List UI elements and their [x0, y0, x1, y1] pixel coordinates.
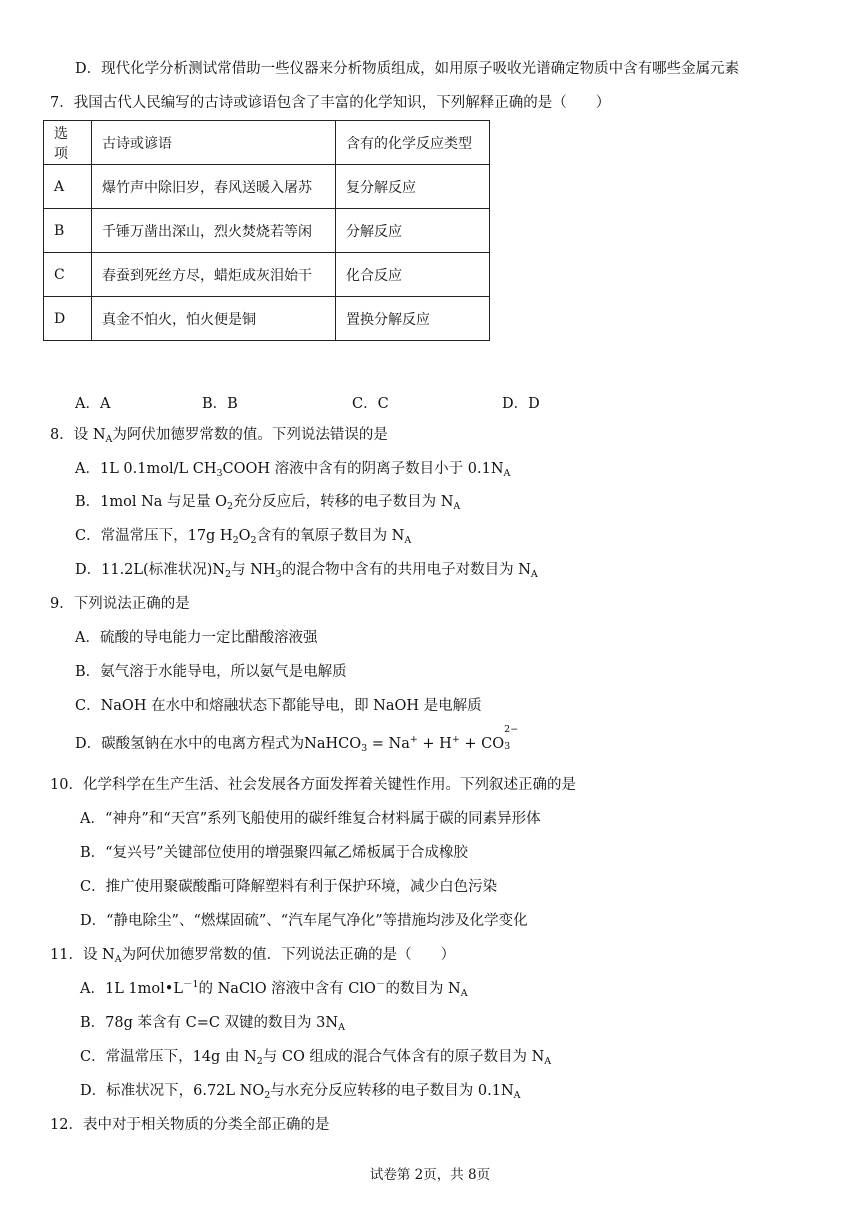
q7-choice-b: B．B: [202, 396, 238, 412]
equation-text: = Na: [367, 736, 410, 752]
superscript: －1: [182, 979, 199, 990]
option-text: 的 NaClO 溶液中含有 ClO: [198, 981, 376, 997]
q8-stem-text: 为阿伏加德罗常数的值。下列说法错误的是: [112, 427, 388, 443]
q6-option-d: [75, 59, 739, 79]
subscript: 3: [504, 741, 511, 752]
subscript: A: [338, 1022, 345, 1033]
option-text: A．1L 1mol•L: [80, 981, 183, 997]
option-text: 的混合物中含有的共用电子对数目为 N: [281, 562, 531, 578]
table-cell: 春蚕到死丝方尽，蜡炬成灰泪始干: [92, 253, 336, 297]
q6-option-d-text: D．现代化学分析测试常借助一些仪器来分析物质组成，如用原子吸收光谱确定物质中含有哪些金属元素: [75, 61, 740, 77]
table-cell: 置换分解反应: [336, 297, 490, 341]
q11-option-d: [80, 1081, 521, 1101]
q8-option-a: [75, 459, 510, 479]
q7-choices: [75, 392, 635, 412]
option-text: O: [238, 528, 251, 544]
subscript: 2: [227, 501, 234, 512]
option-text: B．78g 苯含有 C=C 双键的数目为 3N: [80, 1015, 339, 1031]
q9-option-b: B．氨气溶于水能导电，所以氨气是电解质: [75, 664, 347, 680]
q8-option-d: [75, 560, 538, 580]
q7-choice-d: D．D: [502, 396, 540, 412]
option-text: 的数目为 N: [385, 981, 461, 997]
option-text: 与水充分反应转移的电子数目为 0.1N: [270, 1083, 514, 1099]
option-text: D．碳酸氢钠在水中的电离方程式为: [75, 736, 305, 752]
q7-choice-a: A．A: [75, 396, 111, 412]
q10-option-b: B．“复兴号”关键部位使用的增强聚四氟乙烯板属于合成橡胶: [80, 845, 468, 861]
subscript: A: [114, 954, 122, 965]
q10-stem: 10．化学科学在生产生活、社会发展各方面发挥着关键性作用。下列叙述正确的是: [50, 777, 576, 793]
option-text: COOH 溶液中含有的阴离子数目小于 0.1N: [222, 461, 504, 477]
superscript: +: [409, 734, 418, 745]
page-footer: 试卷第 2页，共 8页: [369, 1167, 491, 1183]
subscript: 2: [256, 1056, 263, 1067]
subscript: 2: [264, 1090, 271, 1101]
equation-text: NaHCO: [304, 736, 362, 752]
table-header-row: [44, 121, 490, 165]
q7-table: [43, 120, 490, 341]
equation-text: + H: [417, 736, 452, 752]
q8-option-b: [75, 492, 460, 512]
table-cell: 分解反应: [336, 209, 490, 253]
subscript: A: [513, 1090, 521, 1101]
option-text: A．1L 0.1mol/L CH: [75, 461, 217, 477]
table-cell: D: [44, 297, 92, 341]
table-cell: 爆竹声中除旧岁，春风送暖入屠苏: [92, 165, 336, 209]
q7-choice-c: C．C: [352, 396, 389, 412]
q11-stem: [50, 945, 455, 965]
superscript: －: [375, 979, 386, 990]
ion-charge-stack: [504, 724, 519, 752]
table-row: [44, 253, 490, 297]
table-cell: A: [44, 165, 92, 209]
subscript: A: [544, 1056, 552, 1067]
subscript: A: [453, 501, 461, 512]
q11-stem-text: 11．设 N: [50, 947, 115, 963]
table-cell: 真金不怕火，怕火便是铜: [92, 297, 336, 341]
table-row: [44, 209, 490, 253]
option-text: 含有的氧原子数目为 N: [256, 528, 405, 544]
table-cell: 化合反应: [336, 253, 490, 297]
subscript: 2: [232, 535, 239, 546]
q8-stem-text: 8．设 N: [50, 427, 106, 443]
table-header-cell: 含有的化学反应类型: [336, 121, 490, 165]
ionization-equation: [304, 724, 519, 754]
q7-stem: 7．我国古代人民编写的古诗或谚语包含了丰富的化学知识，下列解释正确的是（ ）: [50, 95, 611, 111]
superscript: 2−: [504, 724, 519, 735]
q9-option-d: [75, 724, 519, 754]
subscript: 3: [216, 468, 223, 479]
subscript: 3: [361, 743, 368, 754]
q11-option-a: [80, 979, 468, 999]
q9-stem: 9．下列说法正确的是: [50, 596, 190, 612]
superscript: +: [451, 734, 460, 745]
option-text: D．标准状况下，6.72L NO: [80, 1083, 265, 1099]
table-header-cell: 古诗或谚语: [92, 121, 336, 165]
table-cell: C: [44, 253, 92, 297]
option-text: C．常温常压下，17g H: [75, 528, 233, 544]
q10-option-d: D．“静电除尘”、“燃煤固硫”、“汽车尾气净化”等措施均涉及化学变化: [80, 913, 528, 929]
equation-text: + CO: [459, 736, 505, 752]
q8-stem: [50, 425, 388, 445]
q11-stem-text: 为阿伏加德罗常数的值．下列说法正确的是（ ）: [121, 947, 456, 963]
q11-option-b: [80, 1013, 345, 1033]
q10-option-a: A．“神舟”和“天宫”系列飞船使用的碳纤维复合材料属于碳的同素异形体: [80, 811, 541, 827]
subscript: A: [503, 468, 511, 479]
q9-option-a: A．硫酸的导电能力一定比醋酸溶液强: [75, 630, 318, 646]
q12-stem: 12．表中对于相关物质的分类全部正确的是: [50, 1117, 330, 1133]
option-text: D．11.2L(标准状况)N: [75, 562, 226, 578]
table-cell: B: [44, 209, 92, 253]
subscript: A: [460, 988, 468, 999]
option-text: B．1mol Na 与足量 O: [75, 494, 228, 510]
table-cell: 复分解反应: [336, 165, 490, 209]
q11-option-c: [80, 1047, 551, 1067]
table-header-cell: 选项: [44, 121, 92, 165]
option-text: C．常温常压下，14g 由 N: [80, 1049, 257, 1065]
subscript: A: [530, 569, 538, 580]
subscript: A: [404, 535, 412, 546]
q9-option-c: C．NaOH 在水中和熔融状态下都能导电，即 NaOH 是电解质: [75, 698, 482, 714]
option-text: 充分反应后，转移的电子数目为 N: [233, 494, 454, 510]
subscript: 2: [250, 535, 257, 546]
q10-option-c: C．推广使用聚碳酸酯可降解塑料有利于保护环境，减少白色污染: [80, 879, 498, 895]
table-cell: 千锤万凿出深山，烈火焚烧若等闲: [92, 209, 336, 253]
table-row: [44, 165, 490, 209]
q8-option-c: [75, 526, 411, 546]
option-text: 与 CO 组成的混合气体含有的原子数目为 N: [262, 1049, 545, 1065]
subscript: 3: [275, 569, 282, 580]
table-row: [44, 297, 490, 341]
option-text: 与 NH: [231, 562, 276, 578]
subscript: 2: [225, 569, 232, 580]
subscript: A: [105, 434, 113, 445]
